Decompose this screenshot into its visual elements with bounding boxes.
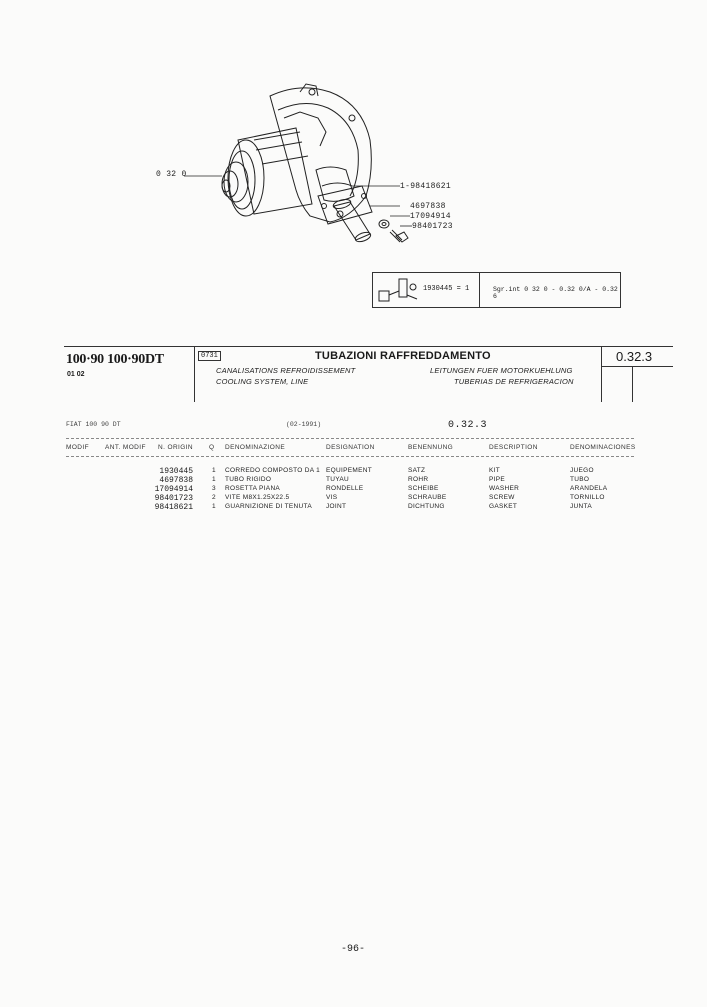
table-row: [0, 503, 707, 512]
page-number: -96-: [341, 944, 366, 955]
table-row: [0, 485, 707, 494]
col-denominaciones: DENOMINACIONES: [570, 444, 636, 451]
title-divider-right: [601, 346, 602, 402]
title-french: CANALISATIONS REFROIDISSEMENT: [216, 366, 356, 375]
col-ant-modif: ANT. MODIF: [105, 444, 146, 451]
part-desc-en: PIPE: [489, 476, 506, 483]
title-divider-right-inner: [632, 366, 633, 402]
part-desc-de: SCHEIBE: [408, 485, 439, 492]
part-desc-es: JUNTA: [570, 503, 592, 510]
part-desc-it: TUBO RIGIDO: [225, 476, 272, 483]
col-denominazione: DENOMINAZIONE: [225, 444, 286, 451]
part-desc-es: TORNILLO: [570, 494, 605, 501]
title-top-rule: [64, 346, 673, 347]
part-desc-fr: TUYAU: [326, 476, 350, 483]
section-code-title: 0.32.3: [616, 349, 653, 364]
table-row: [0, 494, 707, 503]
part-desc-en: SCREW: [489, 494, 515, 501]
part-desc-en: GASKET: [489, 503, 518, 510]
part-desc-it: GUARNIZIONE DI TENUTA: [225, 503, 312, 510]
part-number: 1930445: [159, 467, 193, 476]
model-variants: 01 02: [67, 371, 85, 378]
callout-ref-left: 0 32 0: [156, 170, 187, 179]
part-desc-fr: EQUIPEMENT: [326, 467, 372, 474]
callout-pipe: 4697838: [410, 202, 446, 211]
kit-box-divider: [479, 273, 480, 307]
part-desc-es: JUEGO: [570, 467, 594, 474]
part-desc-es: TUBO: [570, 476, 590, 483]
title-english: COOLING SYSTEM, LINE: [216, 377, 309, 386]
title-spanish: TUBERIAS DE REFRIGERACION: [454, 377, 574, 386]
part-desc-en: WASHER: [489, 485, 520, 492]
header-top-rule: [66, 438, 634, 439]
part-desc-de: ROHR: [408, 476, 429, 483]
part-number: 98401723: [154, 494, 193, 503]
col-qty: Q: [209, 444, 215, 451]
part-qty: 1: [212, 503, 216, 510]
model-name: 100·90 100·90DT: [66, 352, 164, 367]
part-desc-it: VITE M8X1.25X22.5: [225, 494, 290, 501]
part-desc-de: SATZ: [408, 467, 426, 474]
part-qty: 1: [212, 467, 216, 474]
table-row: [0, 467, 707, 476]
kit-reference-box: [372, 272, 621, 308]
col-benennung: BENENNUNG: [408, 444, 454, 451]
col-n-origin: N. ORIGIN: [158, 444, 194, 451]
header-bottom-rule: [66, 456, 634, 457]
part-desc-fr: RONDELLE: [326, 485, 364, 492]
part-number: 98418621: [154, 503, 193, 512]
part-number: 4697838: [159, 476, 193, 485]
col-designation: DESIGNATION: [326, 444, 375, 451]
part-desc-en: KIT: [489, 467, 501, 474]
table-row: [0, 476, 707, 485]
part-desc-fr: JOINT: [326, 503, 347, 510]
callout-washer: 17094914: [410, 212, 451, 221]
part-desc-it: ROSETTA PIANA: [225, 485, 281, 492]
part-desc-de: DICHTUNG: [408, 503, 445, 510]
part-desc-it: CORREDO COMPOSTO DA 1: [225, 467, 321, 474]
section-underline: [601, 366, 673, 367]
part-desc-fr: VIS: [326, 494, 338, 501]
part-desc-de: SCHRAUBE: [408, 494, 447, 501]
part-number: 17094914: [154, 485, 193, 494]
kit-quantity: 1930445 = 1: [423, 285, 470, 293]
part-qty: 3: [212, 485, 216, 492]
callout-gasket: 1-98418621: [400, 182, 452, 191]
section-code-table: 0.32.3: [448, 420, 488, 431]
title-german: LEITUNGEN FUER MOTORKUEHLUNG: [430, 366, 573, 375]
col-description: DESCRIPTION: [489, 444, 538, 451]
title-divider-left: [194, 346, 195, 402]
col-modif: MODIF: [66, 444, 89, 451]
model-reference: FIAT 100 90 DT: [66, 421, 121, 428]
kit-icon: [377, 277, 421, 303]
part-qty: 2: [212, 494, 216, 501]
kit-group-reference: Sgr.int 0 32 0 - 0.32 0/A - 0.32 6: [493, 286, 618, 300]
part-qty: 1: [212, 476, 216, 483]
page-tag: 0731: [198, 351, 221, 361]
date-reference: (02-1991): [286, 421, 322, 428]
title-italian: TUBAZIONI RAFFREDDAMENTO: [315, 350, 491, 362]
part-desc-es: ARANDELA: [570, 485, 608, 492]
callout-screw: 98401723: [412, 222, 453, 231]
